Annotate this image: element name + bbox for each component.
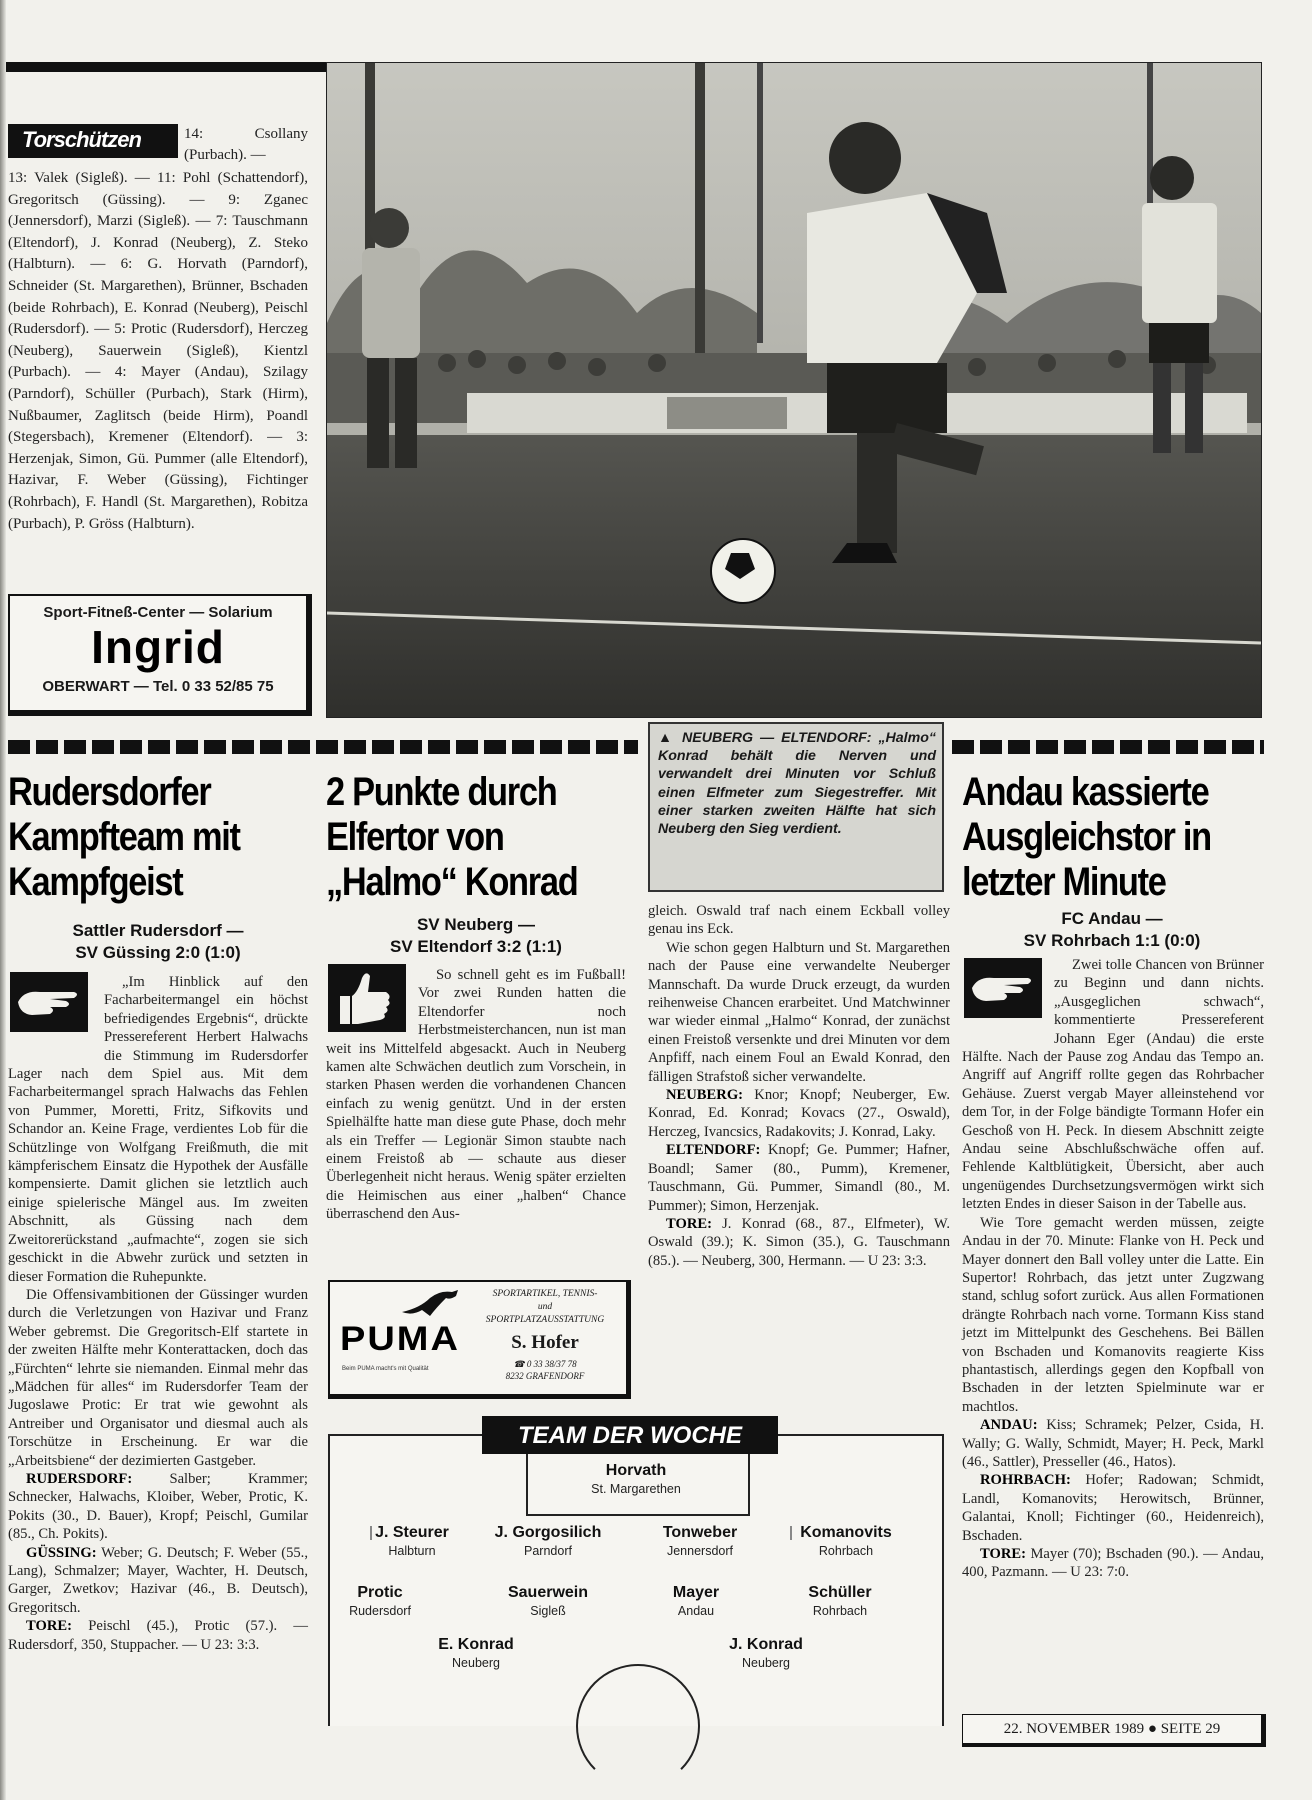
puma-line3: SPORTPLATZAUSSTATTUNG xyxy=(485,1315,605,1325)
article3-body xyxy=(962,956,1264,1582)
puma-tagline: Beim PUMA macht's mit Qualität xyxy=(342,1366,429,1372)
article3-tore: Mayer (70); Bschaden (90.). — Andau, 400, Pazmann. — U 23: 7:0. xyxy=(962,1546,1264,1581)
center-circle xyxy=(576,1664,700,1788)
scorers-lead: 14: Csollany (Purbach). — xyxy=(184,126,308,163)
article2-tore-label: TORE: xyxy=(666,1215,712,1232)
scorers-label: Torschützen xyxy=(8,124,178,158)
player-7: Sauerwein Sigleß xyxy=(507,1584,589,1618)
player-4: Tonweber Jennersdorf xyxy=(662,1524,738,1558)
page-footer: 22. NOVEMBER 1989 ● SEITE 29 xyxy=(962,1714,1266,1747)
article2-body-col1 xyxy=(326,966,626,1262)
article1-subhead-2: SV Güssing 2:0 (1:0) xyxy=(75,943,241,962)
puma-line2: und xyxy=(537,1302,553,1312)
article2-lineup1: Knor; Knopf; Neuberger, Ew. Konrad, Ed. Konrad; Kovacs (27., Oswald), Herczeg, Ivancsics, Radakovits; J. Konrad, Laky. xyxy=(648,1087,950,1140)
caption-title: NEUBERG — ELTENDORF: xyxy=(682,730,872,746)
puma-line1: SPORTARTIKEL, TENNIS- xyxy=(492,1289,598,1299)
ad-ingrid-bottom: OBERWART — Tel. 0 33 52/85 75 xyxy=(42,678,274,695)
scorers-list: 13: Valek (Sigleß). — 11: Pohl (Schattendorf), Gregoritsch (Güssing). — 9: Zganec (Jennersdorf), Marzi (Sigleß). — 7: Tauschmann (Eltendorf), J. Konrad (Neuberg), Z. Steko (Halbturn). — 6: G. Horvath (Parndorf), Schneider (St. Margarethen), Brünner, Bschaden (beide Rohrbach), E. Konrad (Neuberg), Peischl (Rudersdorf). — 5: Protic (Rudersdorf), Herczeg (Neuberg), Sauerwein (Sigleß), Kientzl (Purbach). — 4: Mayer (Andau), Szilagy (Parndorf), Schüller (Purbach), Stark (Hirm), Nußbaumer, Zaglitsch (beide Hirm), Poandl (Stegersbach), Kremener (Eltendorf). — 3: Herzenjak, Simon, Gü. Pummer (alle Eltendorf), Hazivar, F. Weber (Güssing), Fichtinger (Rohrbach), F. Handl (St. Margarethen), Robitza (Purbach), P. Gröss (Halbturn). xyxy=(8,170,308,532)
article1-p2: Die Offensivambitionen der Güssinger wurden durch die Verletzungen von Hazivar und Franz Weber gebremst. Die Gregoritsch-Elf startete in der zweiten Hälfte mehr Konterattacken, doch das „Fürchten“ lehrte sie niemanden. Einmal mehr das „Mädchen für alles“ im Rudersdorfer Team der Jugoslawe Protic: Er trat wie gewohnt als Antreiber und Organisator und diesmal auch als Torschütze in Erscheinung. Er war die „Arbeitsbiene“ der dezimierten Gastgeber. xyxy=(8,1286,308,1469)
player-11: J. Konrad Neuberg xyxy=(729,1636,803,1670)
article2-subhead-2: SV Eltendorf 3:2 (1:1) xyxy=(390,937,562,956)
player-9: Schüller Rohrbach xyxy=(808,1584,872,1618)
section-bar-left xyxy=(8,740,638,754)
article2-headline: 2 Punkte durch Elfertor von „Halmo“ Konrad xyxy=(326,770,578,904)
article2-lineup2: Knopf; Ge. Pummer; Hafner, Boandl; Samer (80., Pumm), Kremener, Tauschmann, Gü. Pummer, Simandl (80., M. Pummer); Simon, Herzenjak. xyxy=(648,1142,950,1214)
article2-subhead-1: SV Neuberg — xyxy=(416,915,536,934)
player-1: Horvath St. Margarethen xyxy=(591,1462,681,1496)
article2-lineup1-label: NEUBERG: xyxy=(666,1087,744,1104)
article3-subhead-2: SV Rohrbach 1:1 (0:0) xyxy=(1023,931,1201,950)
puma-brand: PUMA xyxy=(340,1320,460,1358)
player-8: Mayer Andau xyxy=(672,1584,720,1618)
photo-caption xyxy=(648,722,944,892)
article3-lineup1-label: ANDAU: xyxy=(980,1417,1038,1434)
puma-phone: ☎ 0 33 38/37 78 xyxy=(513,1359,577,1369)
article3-headline: Andau kassierte Ausgleichstor in letzter Minute xyxy=(962,770,1211,904)
puma-town: 8232 GRAFENDORF xyxy=(505,1371,585,1381)
article2-body-col2 xyxy=(648,902,950,1270)
article2-lineup2-label: ELTENDORF: xyxy=(666,1142,761,1159)
team-of-week xyxy=(328,1422,944,1726)
match-photo-illustration xyxy=(327,63,1261,717)
ad-ingrid-top: Sport-Fitneß-Center — Solarium xyxy=(43,604,273,621)
article3-p1: Zwei tolle Chancen von Brünner zu Beginn und dann nichts. „Ausgeglichen schwach“, kommentierte Pressereferent Johann Eger (Andau) die erste Hälfte. Nach der Pause zog Andau das Tempo an. Angriff auf Angriff rollte gegen das Rohrbacher Gehäuse. Zuerst vergab Mayer alleinstehend vor dem Tor, in der Folge bändigte Tormann Hofer ein Geschoß von H. Peck. In diesem Abschnitt zeigte Andau seine Abschlußschwäche offen auf. Fehlende Kaltblütigkeit, Übersicht, aber auch ungenügendes Durchsetzungsvermögen wirkt sich letzten Endes in dieser Saison in der Tabelle aus. xyxy=(962,957,1264,1213)
article2-p2: gleich. Oswald traf nach einem Eckball volley genau ins Eck. xyxy=(648,903,950,938)
player-3: J. Gorgosilich Parndorf xyxy=(494,1524,602,1558)
player-10: E. Konrad Neuberg xyxy=(438,1636,514,1670)
article1-p1: „Im Hinblick auf den Facharbeitermangel ein höchst befriedigendes Ergebnis“, drückte Pressereferent Herbert Halwachs die Stimmung im Rudersdorfer Lager nach dem Spiel aus. Mit dem Facharbeitermangel sprach Halwachs das Fehlen von Pummer, Moretti, Fritz, Sifkovits und Schandor an. Keine Frage, verdientes Lob für die Schützlinge von Wolfgang Freißmuth, die mit kämpferischem Einsatz die Hypothek der Ausfälle kompensierte. Damit glichen sie letztlich auch einige spielerische Mängel aus. Im zweiten Abschnitt, als Güssing nach dem Zweitorerückstand „aufmachte“, zogen sie sich geschickt in die Abwehr zurück und setzten in dieser Formation die Ruhepunkte. xyxy=(8,974,308,1285)
player-5: Komanovits Rohrbach xyxy=(800,1524,892,1558)
top-rule xyxy=(6,62,326,72)
article2-tore: J. Konrad (68., 87., Elfmeter), W. Oswald (39.); K. Simon (35.), G. Tauschmann (85.). — Neuberg, 300, Hermann. — U 23: 3:3. xyxy=(648,1215,950,1269)
team-of-week-title: TEAM DER WOCHE xyxy=(482,1416,778,1454)
caption-marker: ▲ xyxy=(658,730,676,746)
article1-lineup2: Weber; G. Deutsch; F. Weber (55., Lang), Schmalzer; Mayer, Wachter, H. Deutsch, Garger, Zwetkov; Hazivar (46., B. Deutsch), Gregoritsch. xyxy=(8,1544,308,1616)
player-6: Protic Rudersdorf xyxy=(349,1584,411,1618)
article1-tore-label: TORE: xyxy=(26,1618,72,1635)
article1-tore: Peischl (45.), Protic (57.). — Rudersdorf, 350, Stuppacher. — U 23: 3:3. xyxy=(8,1618,308,1653)
article1-lineup1: Salber; Krammer; Schnecker, Halwachs, Kloiber, Weber, Protic, K. Pokits (30., D. Bauer), Kropf; Peischl, Gumilar (85., Ch. Pokits). xyxy=(8,1470,308,1543)
article2-p3: Wie schon gegen Halbturn und St. Margarethen nach der Pause eine verwandelte Neuberger Mannschaft. Da wurde Druck erzeugt, da wurden reihenweise Chancen erarbeitet. Und Matchwinner war wieder einmal „Halmo“ Konrad, der zunächst einen Freistoß versenkte und drei Minuten vor dem Anpfiff, nach einem Foul an Ewald Konrad, den fälligen Strafstoß sicher verwandelte. xyxy=(648,939,950,1085)
article2-p1: So schnell geht es im Fußball! Vor zwei Runden hatten die Eltendorfer noch Herbstmeisterchancen, nun ist man weit ins Mittelfeld abgesackt. Auch in Neuberg kamen alte Schwächen deutlich zum Vorschein, in starken Phasen werden die vorhandenen Chancen einfach zu wenig genützt. Und in der ersten Spielhälfte hatte man diese gute Phase, doch mehr als ein Treffer — Legionär Simon staubte nach einem Freistoß ab — schaute aus dieser Überlegenheit nicht heraus. Wenig später erzielten die Heimischen aus einer „halben“ Chance überraschend den Aus- xyxy=(326,967,626,1223)
article3-lineup1: Kiss; Schramek; Pelzer, Csida, H. Wally; G. Wally, Schmidt, Mayer; H. Peck, Markl (46., Sattler), Presseller (46., Hatos). xyxy=(962,1417,1264,1470)
article3-p2: Wie Tore gemacht werden müssen, zeigte Andau in der 70. Minute: Flanke von H. Peck und Mayer donnert den Ball volley unter die Latte. Ein Supertor! Rohrbach, das jetzt unter Zugzwang stand, schlug sofort zurück. Aus allen Formationen drängte Rohrbach nach vorne. Tormann Kiss stand jetzt im Mittelpunkt des Geschehens. Bei Bällen von Bschaden und Komanovits reagierte Kiss phantastisch, allerdings gegen den Kopfball von Bschaden in der letzten Spielminute war er machtlos. xyxy=(962,1214,1264,1415)
article3-lineup2: Hofer; Radowan; Schmidt, Landl, Komanovits; Herowitsch, Brünner, Galantai, Knoll; Fichtinger (60., Heidenreich), Bschaden. xyxy=(962,1472,1264,1544)
article1-subhead-1: Sattler Rudersdorf — xyxy=(72,921,244,940)
ad-ingrid xyxy=(8,594,312,716)
article1-lineup1-label: RUDERSDORF: xyxy=(26,1470,133,1487)
section-bar-right xyxy=(952,740,1264,754)
player-2: J. Steurer Halbturn xyxy=(375,1524,449,1558)
match-photo xyxy=(326,62,1262,718)
article1-lineup2-label: GÜSSING: xyxy=(26,1544,97,1561)
ad-puma xyxy=(328,1280,631,1399)
page-gutter xyxy=(0,0,6,1800)
caption-text: „Halmo“ Konrad behält die Nerven und verwandelt drei Minuten vor Schluß einen Elfmeter zum Siegestreffer. Mit einer starken zweiten Hälfte hat sich Neuberg den Sieg verdient. xyxy=(658,730,936,838)
article3-lineup2-label: ROHRBACH: xyxy=(980,1472,1071,1489)
ad-ingrid-name: Ingrid xyxy=(91,621,225,673)
article1-body xyxy=(8,973,308,1654)
article3-subhead-1: FC Andau — xyxy=(1061,909,1163,928)
article3-tore-label: TORE: xyxy=(980,1546,1026,1562)
article1-headline: Rudersdorfer Kampfteam mit Kampfgeist xyxy=(8,770,240,904)
puma-owner: S. Hofer xyxy=(511,1332,579,1353)
